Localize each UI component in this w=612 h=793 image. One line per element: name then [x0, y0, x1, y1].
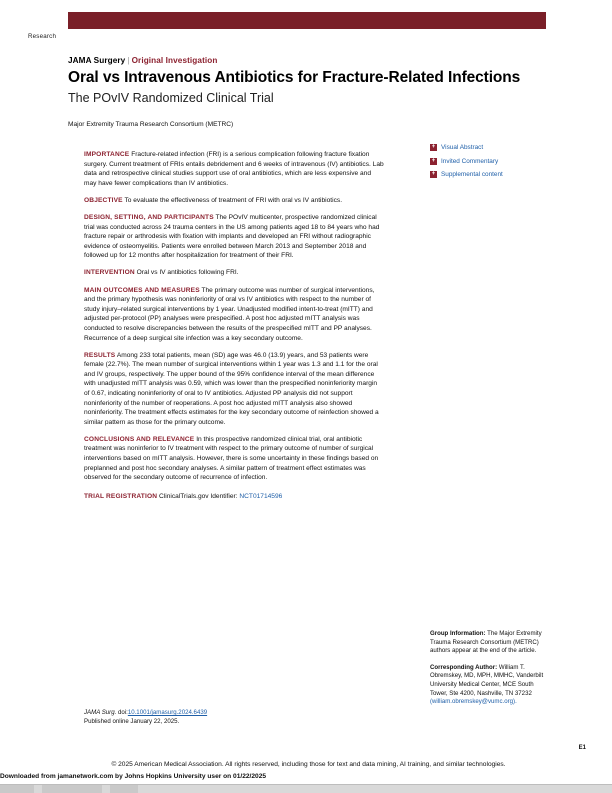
- section-label: Research: [28, 33, 57, 40]
- page-number: E1: [578, 745, 586, 751]
- rail-item-label: Visual Abstract: [441, 144, 484, 151]
- citation-doi-label: doi:: [118, 709, 128, 716]
- trial-registration-link[interactable]: NCT01714596: [239, 492, 283, 500]
- abstract-text: The primary outcome was number of surgical interventions, and the primary hypothesis was noninferiority of oral vs IV antibiotics with respect to the number of study injury–related surgical interventions by 1 year. Unadjusted modified intent-to-treat (mITT) and adjusted per-protocol (PP) analyses were prespecified. A post hoc adjusted mITT analysis was conducted to resolve discrepancies between the results of the prespecified mITT and PP analyses. Recurrence of a deep surgical site infection was a key secondary outcome.: [84, 286, 375, 342]
- abstract-heading: DESIGN, SETTING, AND PARTICIPANTS: [84, 213, 214, 221]
- plus-icon: +: [431, 144, 436, 150]
- rail-item-supplemental-content[interactable]: [430, 171, 590, 178]
- abstract-heading: IMPORTANCE: [84, 151, 130, 158]
- abstract-heading: MAIN OUTCOMES AND MEASURES: [84, 286, 200, 294]
- group-information: [430, 630, 548, 656]
- rail-item-label: Invited Commentary: [441, 157, 499, 165]
- abstract-section: [84, 196, 384, 206]
- citation-published: Published online January 22, 2025.: [84, 718, 180, 725]
- abstract: [84, 150, 384, 509]
- trial-registration-text: ClinicalTrials.gov Identifier:: [159, 492, 238, 500]
- article-subtitle: The POvIV Randomized Clinical Trial: [68, 91, 274, 105]
- copyright-notice: © 2025 American Medical Association. All rights reserved, including those for text and data mining, AI training, and similar technologies.: [111, 761, 506, 768]
- journal-line: [68, 56, 217, 65]
- masthead-bar: [68, 12, 546, 29]
- rail-item-label: Supplemental content: [441, 171, 503, 178]
- abstract-text: In this prospective randomized clinical trial, oral antibiotic treatment was noninferior to IV treatment with respect to the primary outcome of number of surgical interventions based on mITT analysis. However, there is some uncertainty in these findings based on preplanned and post hoc secondary analyses. A similar pattern of treatment effect estimates was observed for the secondary outcome of recurrence of infection.: [84, 435, 379, 482]
- citation-doi-link[interactable]: 10.1001/jamasurg.2024.6439: [127, 709, 208, 716]
- abstract-section: [84, 150, 384, 188]
- group-information-label: Group Information:: [430, 630, 486, 637]
- corresponding-author: [430, 664, 548, 707]
- citation-block: [84, 708, 384, 726]
- trial-registration: [84, 492, 384, 502]
- author-byline: Major Extremity Trauma Research Consortium (METRC): [68, 121, 234, 128]
- abstract-text: The POvIV multicenter, prospective randomized clinical trial was conducted across 24 trauma centers in the US among patients aged 18 to 84 years who had fracture repair or arthrodesis with fixation with implants and developed an FRI without radiographic evidence of osteomyelitis. Patients were enrolled between March 2013 and September 2018 and followed up for 12 months after hospitalization for treatment of their FRI.: [84, 213, 380, 260]
- journal-name: JAMA Surgery: [68, 56, 126, 65]
- abstract-text: To evaluate the effectiveness of treatment of FRI with oral vs IV antibiotics.: [124, 196, 343, 204]
- plus-icon: +: [431, 171, 436, 177]
- abstract-text: Fracture-related infection (FRI) is a serious complication following fracture fixation surgery. Current treatment of FRIs entails debridement and 6 weeks of intravenous (IV) antibiotics. Lab data and retrospective clinical studies support use of oral antibiotics, which are less expensive and may have fewer complications than IV antibiotics.: [84, 151, 384, 187]
- abstract-heading: CONCLUSIONS AND RELEVANCE: [84, 435, 195, 443]
- group-information-text: The Major Extremity Trauma Research Consortium (METRC) authors appear at the end of the article.: [430, 630, 542, 655]
- rail-item-invited-commentary[interactable]: [430, 158, 590, 165]
- abstract-section: [84, 435, 384, 483]
- abstract-section: [84, 351, 384, 428]
- rail-item-visual-abstract[interactable]: [430, 144, 590, 151]
- trial-registration-heading: TRIAL REGISTRATION: [84, 492, 158, 500]
- corresponding-author-email[interactable]: (william.obremskey@vumc.org).: [430, 698, 517, 706]
- abstract-heading: RESULTS: [84, 351, 116, 359]
- abstract-section: [84, 213, 384, 261]
- abstract-heading: OBJECTIVE: [84, 196, 123, 204]
- journal-separator: |: [127, 56, 130, 65]
- article-type: Original Investigation: [131, 56, 218, 65]
- page-title: Oral vs Intravenous Antibiotics for Fracture-Related Infections: [68, 69, 521, 86]
- abstract-text: Among 233 total patients, mean (SD) age was 46.0 (13.9) years, and 53 patients were female (22.7%). The mean number of surgical interventions within 1 year was 1.3 and 1.1 for the oral and IV groups, respectively. The upper bound of the 95% confidence interval of the mean difference with unadjusted mITT analysis was 0.59, which was lower than the prespecified noninferiority margin of 0.67, indicating noninferiority of oral to IV antibiotics. Adjusted PP analysis did not support noninferiority of the number of reoperations. A post hoc adjusted mITT analysis also showed noninferiority. The treatment effects estimates for the key secondary outcome of reinfection showed a similar pattern as those for the primary outcome.: [84, 351, 379, 426]
- abstract-text: Oral vs IV antibiotics following FRI.: [136, 269, 239, 277]
- abstract-section: [84, 286, 384, 344]
- abstract-section: [84, 268, 384, 278]
- download-note: Downloaded from jamanetwork.com by Johns Hopkins University user on 01/22/2025: [0, 773, 267, 780]
- corresponding-author-text: William T. Obremskey, MD, MPH, MMHC, Vanderbilt University Medical Center, MCE South Tower, Ste 4200, Nashville, TN 37232: [430, 663, 544, 697]
- corresponding-author-label: Corresponding Author:: [430, 663, 498, 671]
- citation-journal: JAMA Surg.: [84, 709, 117, 716]
- related-content-rail: [430, 144, 590, 185]
- author-info-rail: [430, 630, 548, 715]
- plus-icon: +: [431, 157, 436, 164]
- abstract-heading: INTERVENTION: [84, 269, 135, 277]
